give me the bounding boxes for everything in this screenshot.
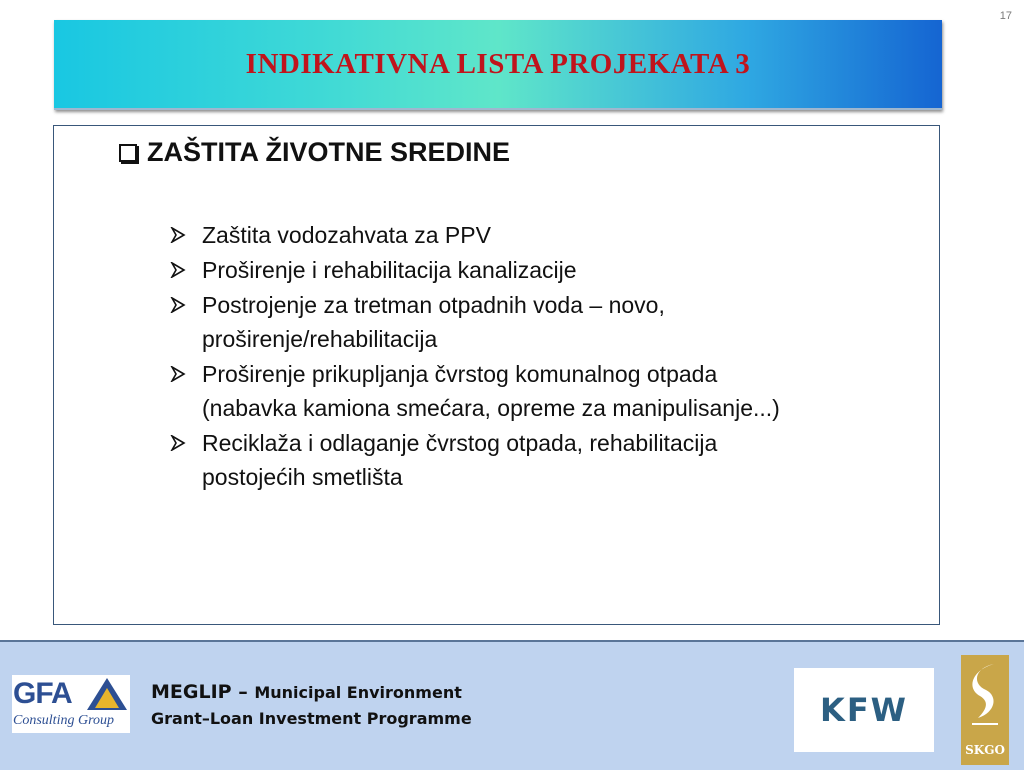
- gfa-logo: [12, 675, 130, 733]
- kfw-logo-text: KFW: [820, 691, 908, 729]
- list-item-text: [202, 426, 717, 494]
- programme-title: [151, 679, 472, 732]
- section-heading: [119, 137, 510, 168]
- slide-title: INDIKATIVNA LISTA PROJEKATA 3: [245, 47, 751, 80]
- list-item-text: [202, 253, 577, 287]
- gfa-logo-subtext: Consulting Group: [13, 713, 114, 728]
- arrow-icon: [170, 253, 202, 278]
- programme-line-1-rest: Municipal Environment: [254, 683, 462, 702]
- page-number: 17: [999, 10, 1012, 22]
- list-item-line: Reciklaža i odlaganje čvrstog otpada, rehabilitacija: [202, 430, 718, 456]
- checkbox-icon: [119, 144, 137, 162]
- gfa-logo-text: GFA: [13, 677, 72, 710]
- skgo-logo-icon: [960, 654, 1010, 766]
- list-item-line: proširenje/rehabilitacija: [202, 326, 438, 352]
- title-banner: [54, 20, 942, 110]
- gfa-triangle-icon: [86, 677, 128, 711]
- content-box: [53, 125, 940, 625]
- footer: [0, 640, 1024, 770]
- kfw-logo: [794, 668, 934, 752]
- list-item: [170, 218, 930, 252]
- list-item-line: Proširenje prikupljanja čvrstog komunalnog otpada: [202, 361, 718, 387]
- arrow-icon: [170, 288, 202, 313]
- list-item: [170, 357, 930, 425]
- bullet-list: [170, 218, 930, 495]
- list-item: [170, 426, 930, 494]
- skgo-logo-text: SKGO: [965, 743, 1005, 757]
- list-item-line: Postrojenje za tretman otpadnih voda – novo,: [202, 292, 665, 318]
- list-item-text: [202, 357, 780, 425]
- arrow-icon: [170, 426, 202, 451]
- arrow-icon: [170, 357, 202, 382]
- arrow-icon: [170, 218, 202, 243]
- programme-line-2: Grant–Loan Investment Programme: [151, 709, 472, 728]
- list-item-line: (nabavka kamiona smećara, opreme za manipulisanje...): [202, 395, 780, 421]
- list-item-text: [202, 218, 491, 252]
- list-item: [170, 288, 930, 356]
- section-heading-text: ZAŠTITA ŽIVOTNE SREDINE: [147, 137, 511, 167]
- list-item-line: Zaštita vodozahvata za PPV: [202, 222, 491, 248]
- programme-name: MEGLIP –: [151, 681, 248, 703]
- programme-line-1: [151, 679, 472, 706]
- list-item-line: postojećih smetlišta: [202, 464, 403, 490]
- list-item-text: [202, 288, 665, 356]
- list-item-line: Proširenje i rehabilitacija kanalizacije: [202, 257, 577, 283]
- list-item: [170, 253, 930, 287]
